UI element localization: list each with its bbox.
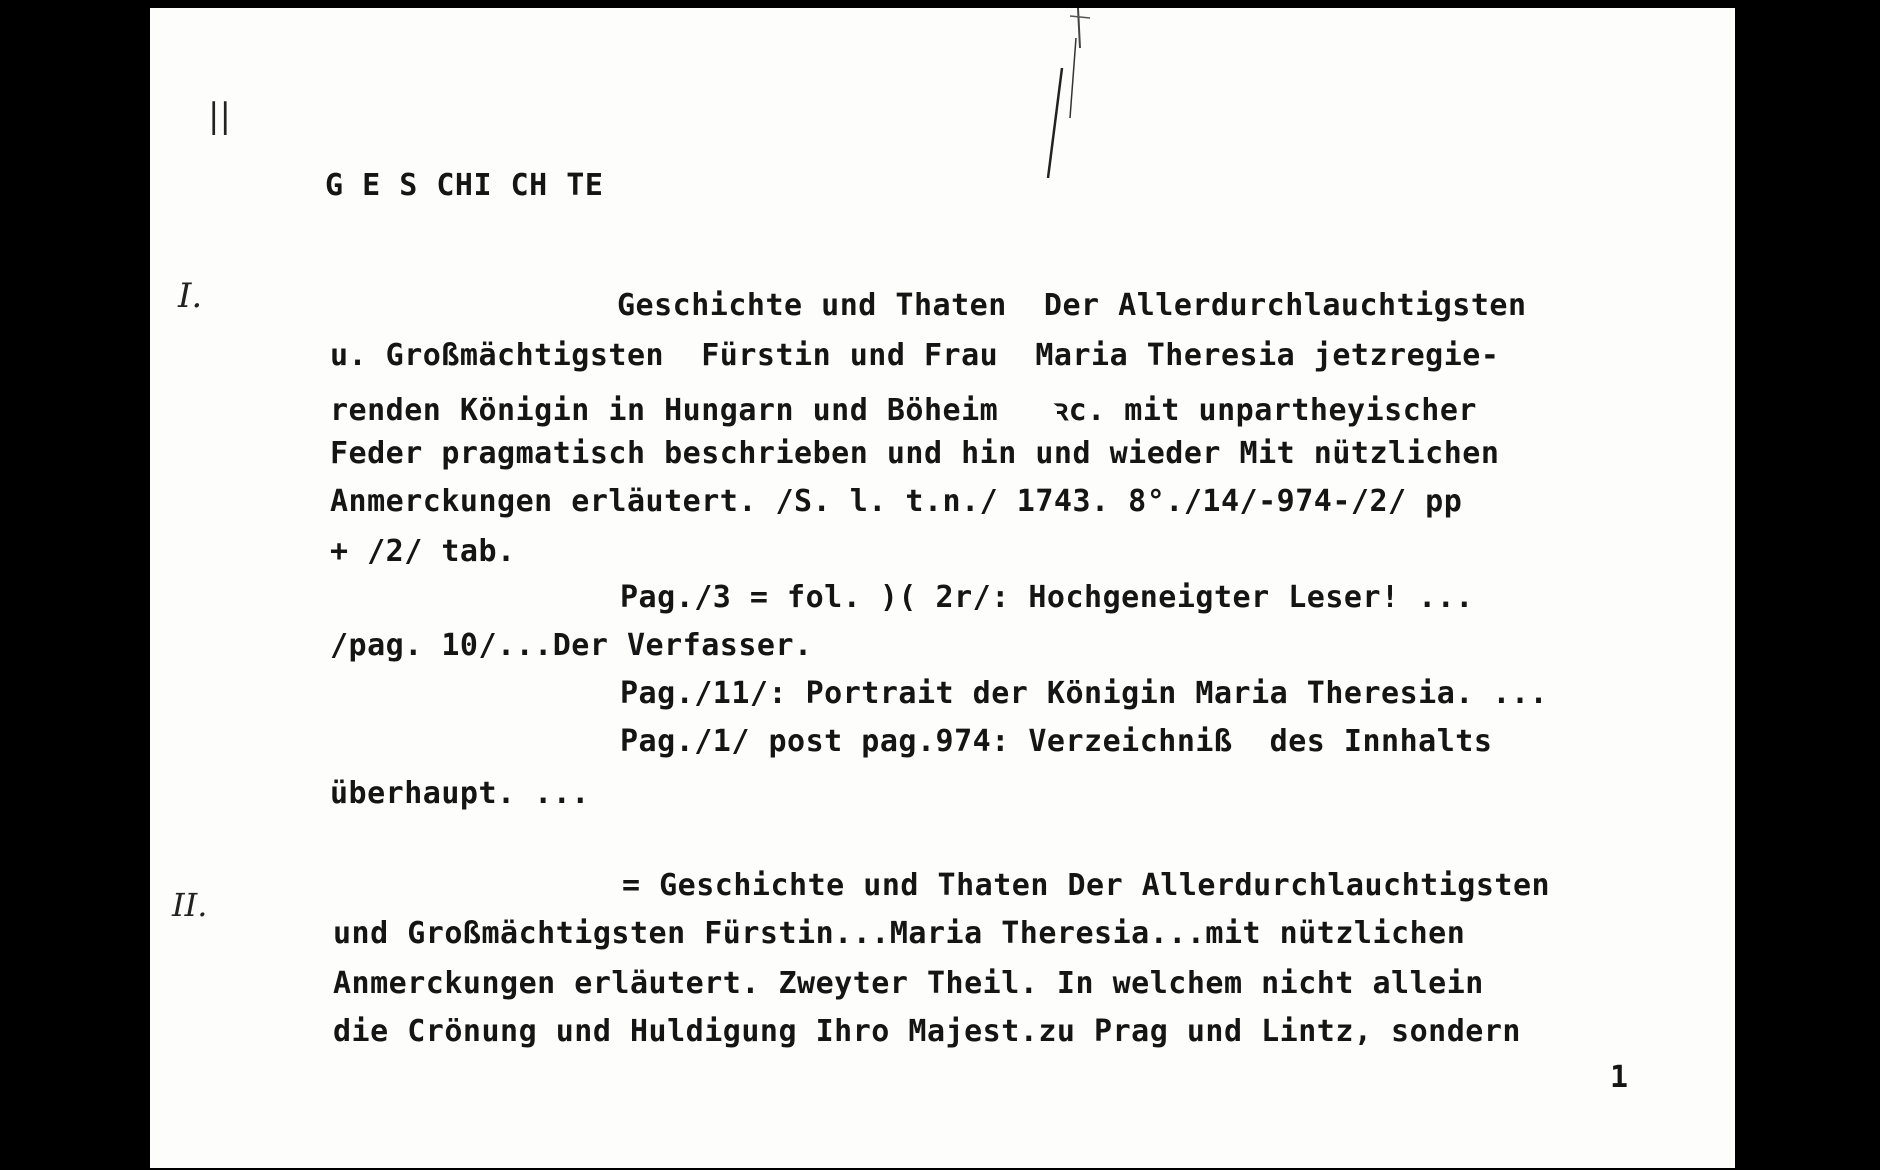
section-1-line: /pag. 10/...Der Verfasser. [330, 628, 813, 663]
section-1-line: renden Königin in Hungarn und Böheim ꝛc. mit unpartheyischer [330, 393, 1477, 428]
section-1-line: überhaupt. ... [330, 776, 590, 811]
section-1-line: Geschichte und Thaten Der Allerdurchlauchtigsten [617, 288, 1527, 323]
section-1-line: Anmerckungen erläutert. /S. l. t.n./ 1743. 8°./14/-974-/2/ pp [330, 484, 1463, 519]
document-page [150, 8, 1735, 1168]
page-heading: G E S CHI CH TE [325, 168, 604, 203]
margin-mark-section-2: II. [172, 886, 208, 924]
section-1-line: Feder pragmatisch beschrieben und hin und wieder Mit nützlichen [330, 436, 1500, 471]
section-1-line: + /2/ tab. [330, 534, 516, 569]
section-2-line: und Großmächtigsten Fürstin...Maria Theresia...mit nützlichen [333, 916, 1466, 951]
section-1-line: Pag./11/: Portrait der Königin Maria Theresia. ... [620, 676, 1549, 711]
margin-mark-top: || [208, 96, 231, 136]
section-2-line: die Crönung und Huldigung Ihro Majest.zu Prag und Lintz, sondern [333, 1014, 1521, 1049]
section-2-line: = Geschichte und Thaten Der Allerdurchlauchtigsten [622, 868, 1551, 903]
margin-mark-section-1: I. [178, 276, 203, 316]
page-number: 1 [1610, 1060, 1629, 1095]
section-2-line: Anmerckungen erläutert. Zweyter Theil. In welchem nicht allein [333, 966, 1484, 1001]
section-1-line: Pag./3 = fol. )( 2r/: Hochgeneigter Leser! ... [620, 580, 1474, 615]
section-1-line: Pag./1/ post pag.974: Verzeichniß des Innhalts [620, 724, 1493, 759]
section-1-line: u. Großmächtigsten Fürstin und Frau Maria Theresia jetzregie- [330, 338, 1500, 373]
